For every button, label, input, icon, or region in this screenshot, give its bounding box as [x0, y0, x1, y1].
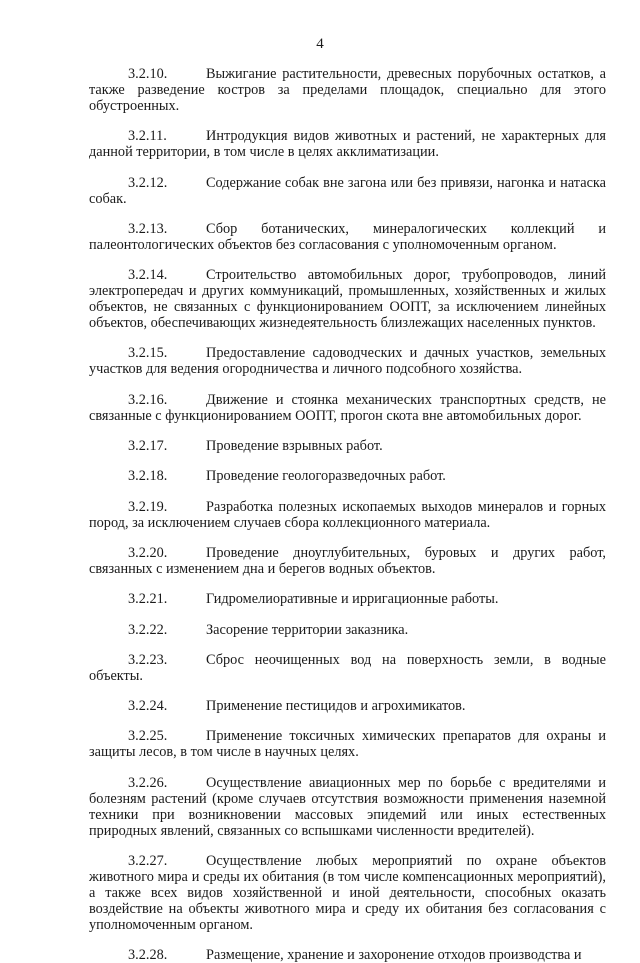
- item-text: Размещение, хранение и захоронение отходов производства и: [206, 947, 582, 963]
- item-text: Сброс неочищенных вод на поверхность земли, в водные объекты.: [89, 651, 606, 684]
- list-item: [89, 775, 606, 839]
- item-number: 3.2.21.: [128, 591, 168, 608]
- item-text: Разработка полезных ископаемых выходов минералов и горных пород, за исключением случаев сбора коллекционного материала.: [89, 498, 606, 531]
- item-number: 3.2.18.: [128, 468, 168, 485]
- list-item: [89, 947, 606, 963]
- list-item: [89, 728, 606, 760]
- item-text: Проведение дноуглубительных, буровых и других работ, связанных с изменением дна и берегов водных объектов.: [89, 544, 606, 577]
- list-item: [89, 591, 606, 607]
- item-number: 3.2.13.: [128, 220, 168, 237]
- item-text: Засорение территории заказника.: [206, 621, 409, 638]
- item-number: 3.2.14.: [128, 267, 168, 284]
- item-number: 3.2.10.: [128, 66, 168, 82]
- item-text: Гидромелиоративные и ирригационные работы.: [206, 591, 499, 608]
- item-number: 3.2.24.: [128, 698, 168, 715]
- item-number: 3.2.16.: [128, 391, 168, 408]
- item-number: 3.2.20.: [128, 544, 168, 561]
- item-number: 3.2.23.: [128, 651, 168, 668]
- list-item: [89, 468, 606, 484]
- item-number: 3.2.22.: [128, 621, 168, 638]
- page-number: 4: [316, 36, 324, 52]
- list-item: [89, 267, 606, 331]
- list-item: [89, 622, 606, 638]
- list-item: [89, 66, 606, 114]
- item-number: 3.2.26.: [128, 774, 168, 791]
- list-item: [89, 438, 606, 454]
- item-text: Применение токсичных химических препаратов для охраны и защиты лесов, в том числе в научных целях.: [89, 728, 606, 761]
- item-number: 3.2.12.: [128, 174, 168, 191]
- list-item: [89, 499, 606, 531]
- item-text: Сбор ботанических, минералогических коллекций и палеонтологических объектов без согласования с уполномоченным органом.: [89, 220, 606, 253]
- item-text: Осуществление авиационных мер по борьбе с вредителями и болезням растений (кроме случаев отсутствия возможности применения наземной техники при возникновении массовых эпидемий или иных естественных природных явлений, связанных со вспышками численности вредителей).: [89, 774, 606, 839]
- list-item: [89, 698, 606, 714]
- item-number: 3.2.25.: [128, 728, 168, 745]
- item-text: Проведение взрывных работ.: [206, 438, 383, 455]
- list-item: [89, 345, 606, 377]
- item-text: Интродукция видов животных и растений, не характерных для данной территории, в том числе в целях акклиматизации.: [89, 128, 606, 161]
- item-text: Применение пестицидов и агрохимикатов.: [206, 698, 466, 715]
- item-number: 3.2.15.: [128, 345, 168, 362]
- document-body: [89, 66, 606, 963]
- item-text: Выжигание растительности, древесных порубочных остатков, а также разведение костров за пределами площадок, специально для этого обустроенных.: [89, 66, 606, 114]
- list-item: [89, 392, 606, 424]
- item-number: 3.2.17.: [128, 438, 168, 455]
- item-number: 3.2.28.: [128, 947, 168, 963]
- item-text: Движение и стоянка механических транспортных средств, не связанные с функционированием ООПТ, прогон скота вне автомобильных дорог.: [89, 391, 606, 424]
- list-item: [89, 175, 606, 207]
- list-item: [89, 652, 606, 684]
- item-text: Строительство автомобильных дорог, трубопроводов, линий электропередач и других коммуникаций, промышленных, хозяйственных и жилых объектов, не связанных с функционированием ООПТ, за исключением линейных объектов, обеспечивающих жизнедеятельность близлежащих населенных пунктов.: [89, 267, 606, 332]
- list-item: [89, 545, 606, 577]
- item-number: 3.2.19.: [128, 498, 168, 515]
- item-number: 3.2.27.: [128, 853, 168, 870]
- item-text: Осуществление любых мероприятий по охране объектов животного мира и среды их обитания (в том числе компенсационных мероприятий), а также всех видов хозяйственной и иной деятельности, способных оказать воздействие на объекты животного мира и среду их обитания без согласования с уполномоченным органом.: [89, 853, 606, 934]
- list-item: [89, 128, 606, 160]
- item-number: 3.2.11.: [128, 128, 167, 145]
- list-item: [89, 221, 606, 253]
- item-text: Проведение геологоразведочных работ.: [206, 468, 446, 485]
- item-text: Содержание собак вне загона или без привязи, нагонка и натаска собак.: [89, 174, 606, 207]
- list-item: [89, 853, 606, 933]
- item-text: Предоставление садоводческих и дачных участков, земельных участков для ведения огородничества и личного подсобного хозяйства.: [89, 345, 606, 378]
